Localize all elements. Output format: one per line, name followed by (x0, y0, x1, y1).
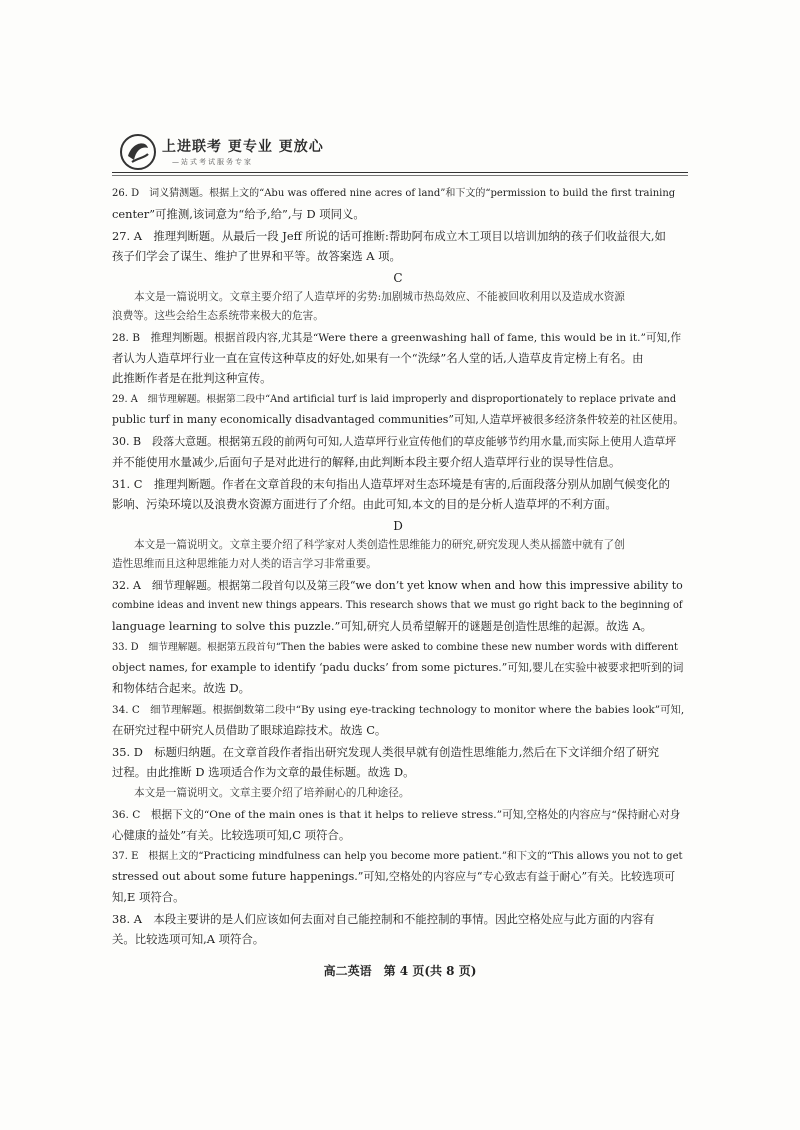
item-text: 30. B 段落大意题。根据第五段的前两句可知,人造草坪行业宣传他们的草皮能够节约用水量,而实际上使用人造草坪 (112, 435, 677, 448)
item-text: 27. A 推理判断题。从最后一段 Jeff 所说的话可推断:帮助阿布成立木工项目以培训加纳的孩子们收益很大,如 (112, 229, 666, 243)
item-text-cont: 者认为人造草坪行业一直在宣传这种草皮的好处,如果有一个“洗绿”名人堂的话,人造草皮肯定榜上有名。由 (112, 351, 644, 365)
item-text: 26. D 词义猜测题。根据上文的“Abu was offered nine acres of land”和下文的“permission to build the first training (112, 188, 676, 199)
brand-logo-icon (118, 132, 158, 172)
summary-line: 本文是一篇说明文。文章主要介绍了科学家对人类创造性思维能力的研究,研究发现人类从摇篮中就有了创 (134, 539, 625, 551)
item-text-cont: 孩子们学会了谋生、维护了世界和平等。故答案选 A 项。 (112, 249, 401, 263)
brand-title: 上进联考 更专业 更放心 (162, 139, 324, 155)
section-d-summary (112, 536, 684, 574)
item-text-cont: public turf in many economically disadvantaged communities”可知,人造草坪被很多经济条件较差的社区使用。 (112, 413, 685, 426)
answer-item-29 (112, 390, 684, 430)
summary-line: 本文是一篇说明文。文章主要介绍了培养耐心的几种途径。 (134, 787, 410, 799)
item-text-cont: center”可推测,该词意为“给予,给”,与 D 项同义。 (112, 207, 365, 221)
item-text: 35. D 标题归纳题。在文章首段作者指出研究发现人类很早就有创造性思维能力,然后在下文详细介绍了研究 (112, 745, 660, 759)
item-text: 29. A 细节理解题。根据第二段中“And artificial turf is laid improperly and disproportionately to replace private and (112, 394, 677, 405)
answer-item-33 (112, 638, 684, 698)
section-d-heading: D (393, 519, 403, 533)
item-text: 28. B 推理判断题。根据首段内容,尤其是“Were there a greenwashing hall of fame, this would be in it.”可知,作 (112, 332, 682, 344)
answer-item-38 (112, 909, 684, 949)
answer-item-30 (112, 432, 684, 472)
item-text-cont: language learning to solve this puzzle.”可知,研究人员希望解开的谜题是创造性思维的起源。故选 A。 (112, 619, 652, 633)
item-text-cont: object names, for example to identify ‘padu ducks’ from some pictures.”可知,婴儿在实验中被要求把听到的词 (112, 661, 684, 674)
answer-explanations (112, 184, 684, 951)
item-text: 37. E 根据上文的“Practicing mindfulness can help you become more patient.”和下文的“This allows you not to get (112, 851, 683, 862)
item-text-cont: 知,E 项符合。 (112, 890, 185, 904)
answer-item-36 (112, 805, 684, 845)
answer-item-37 (112, 847, 684, 907)
item-text-cont: 心健康的益处”有关。比较选项可知,C 项符合。 (112, 828, 351, 842)
item-text-cont: combine ideas and invent new things appears. This research shows that we must go right back to the beginning of (112, 600, 683, 611)
summary-line: 浪费等。这些会给生态系统带来极大的危害。 (112, 310, 324, 322)
item-text-cont: 关。比较选项可知,A 项符合。 (112, 932, 265, 946)
item-text-cont: 和物体结合起来。故选 D。 (112, 681, 251, 695)
item-text-cont: 在研究过程中研究人员借助了眼球追踪技术。故选 C。 (112, 723, 387, 737)
section-c-heading: C (393, 271, 403, 285)
answer-item-31 (112, 474, 684, 514)
header-rule-thin (112, 175, 688, 176)
answer-item-27 (112, 226, 684, 266)
item-text-cont: 并不能使用水量减少,后面句子是对此进行的解释,由此判断本段主要介绍人造草坪行业的误导性信息。 (112, 455, 621, 469)
summary-line: 本文是一篇说明文。文章主要介绍了人造草坪的劣势:加剧城市热岛效应、不能被回收利用以及造成水资源 (134, 291, 625, 303)
answer-item-28 (112, 328, 684, 388)
brand-subtitle: —站式考试服务专家 (172, 158, 253, 166)
item-text-cont: stressed out about some future happenings.”可知,空格处的内容应与“专心致志有益于耐心”有关。比较选项可 (112, 870, 676, 883)
section-e-summary (112, 784, 684, 803)
answer-item-34 (112, 700, 684, 740)
answer-item-32 (112, 576, 684, 636)
summary-line: 造性思维而且这种思维能力对人类的语言学习非常重要。 (112, 558, 377, 570)
item-text: 38. A 本段主要讲的是人们应该如何去面对自己能控制和不能控制的事情。因此空格处应与此方面的内容有 (112, 912, 655, 926)
answer-item-35 (112, 742, 684, 782)
header-rule (112, 172, 688, 173)
item-text: 32. A 细节理解题。根据第二段首句以及第三段“we don’t yet know when and how this impressive ability to (112, 579, 683, 592)
item-text-cont: 此推断作者是在批判这种宣传。 (112, 371, 272, 385)
item-text: 31. C 推理判断题。作者在文章首段的末句指出人造草坪对生态环境是有害的,后面段落分别从加剧气候变化的 (112, 477, 671, 491)
item-text: 36. C 根据下文的“One of the main ones is that it helps to relieve stress.”可知,空格处的内容应与“保持耐心对身 (112, 809, 681, 821)
item-text-cont: 过程。由此推断 D 选项适合作为文章的最佳标题。故选 D。 (112, 765, 415, 779)
page-header (112, 128, 688, 180)
answer-item-26 (112, 184, 684, 224)
item-text: 34. C 细节理解题。根据倒数第二段中“By using eye-tracking technology to monitor where the babies look”可知, (112, 704, 685, 716)
section-c-summary (112, 288, 684, 326)
item-text: 33. D 细节理解题。根据第五段首句“Then the babies were asked to combine these new number words with different (112, 642, 678, 653)
item-text-cont: 影响、污染环境以及浪费水资源方面进行了介绍。由此可知,本文的目的是分析人造草坪的不利方面。 (112, 497, 617, 511)
page-footer: 高二英语 第 4 页(共 8 页) (323, 964, 477, 978)
